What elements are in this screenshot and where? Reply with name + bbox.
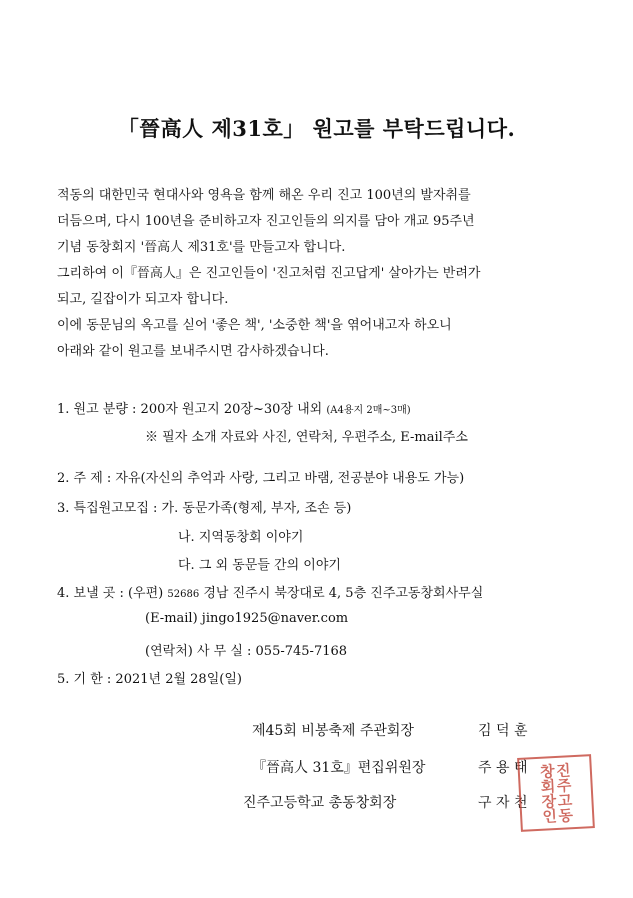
item-amount [57, 398, 411, 417]
item-deadline: 5. 기 한 : 2021년 2월 28일(일) [57, 672, 242, 687]
signature-line-1 [252, 720, 414, 740]
item-theme: 2. 주 제 : 자유(자신의 추억과 사랑, 그리고 바램, 전공분야 내용도 가능) [57, 471, 465, 486]
signature-line-3 [243, 792, 396, 812]
item-send-email: (E-mail) jingo1925@naver.com [145, 611, 349, 626]
official-seal-stamp: 진주고동창회장인 [517, 754, 595, 832]
text-line: 이에 동문님의 옥고를 싣어 '좋은 책', '소중한 책'을 엮어내고자 하오니 [57, 318, 452, 333]
text-line: 아래와 같이 원고를 보내주시면 감사하겠습니다. [57, 344, 329, 359]
item-special-b: 나. 지역동창회 이야기 [178, 530, 304, 545]
text-line: 기념 동창회지 '晉高人 제31호'를 만들고자 합니다. [57, 240, 346, 255]
page-title: 「晉高人 제31호」 원고를 부탁드립니다. [117, 116, 516, 141]
signature-role: 진주고등학교 총동창회장 [243, 795, 397, 811]
signature-role: 『晉高人 31호』편집위원장 [252, 760, 426, 776]
text-line: 적동의 대한민국 현대사와 영욕을 함께 해온 우리 진고 100년의 발자취를 [57, 188, 471, 203]
text-line: 더듬으며, 다시 100년을 준비하고자 진고인들의 의지를 담아 개교 95주년 [57, 214, 475, 229]
signature-name: 구 자 천 [478, 795, 528, 811]
item-send-addr: 경남 진주시 북장대로 4, 5층 진주고동창회사무실 [203, 586, 484, 601]
intro-paragraph-2 [57, 261, 585, 313]
intro-paragraph-3 [57, 313, 585, 365]
text-line: 되고, 길잡이가 되고자 합니다. [57, 292, 229, 307]
item-amount-note: (A4용지 2매~3매) [326, 405, 411, 416]
item-send-phone: (연락처) 사 무 실 : 055-745-7168 [145, 644, 348, 659]
signature-name: 김 덕 훈 [478, 723, 528, 739]
item-amount-label: 1. 원고 분량 : 200자 원고지 20장~30장 내외 [57, 402, 323, 417]
item-amount-sub: ※ 필자 소개 자료와 사진, 연락처, 우편주소, E-mail주소 [145, 430, 468, 445]
item-special: 3. 특집원고모집 : 가. 동문가족(형제, 부자, 조손 등) [57, 501, 352, 516]
signature-name: 주 용 태 [478, 760, 528, 776]
text-line: 그리하여 이『晉高人』은 진고인들이 '진고처럼 진고답게' 살아가는 반려가 [57, 266, 481, 281]
item-send [57, 582, 483, 601]
signature-role: 제45회 비봉축제 주관회장 [252, 723, 414, 739]
intro-paragraph-1 [57, 183, 585, 261]
signature-line-2 [252, 757, 425, 777]
item-send-zip: 52686 [167, 589, 200, 600]
item-special-c: 다. 그 외 동문들 간의 이야기 [178, 558, 341, 573]
item-send-label: 4. 보낼 곳 : (우편) [57, 586, 164, 601]
